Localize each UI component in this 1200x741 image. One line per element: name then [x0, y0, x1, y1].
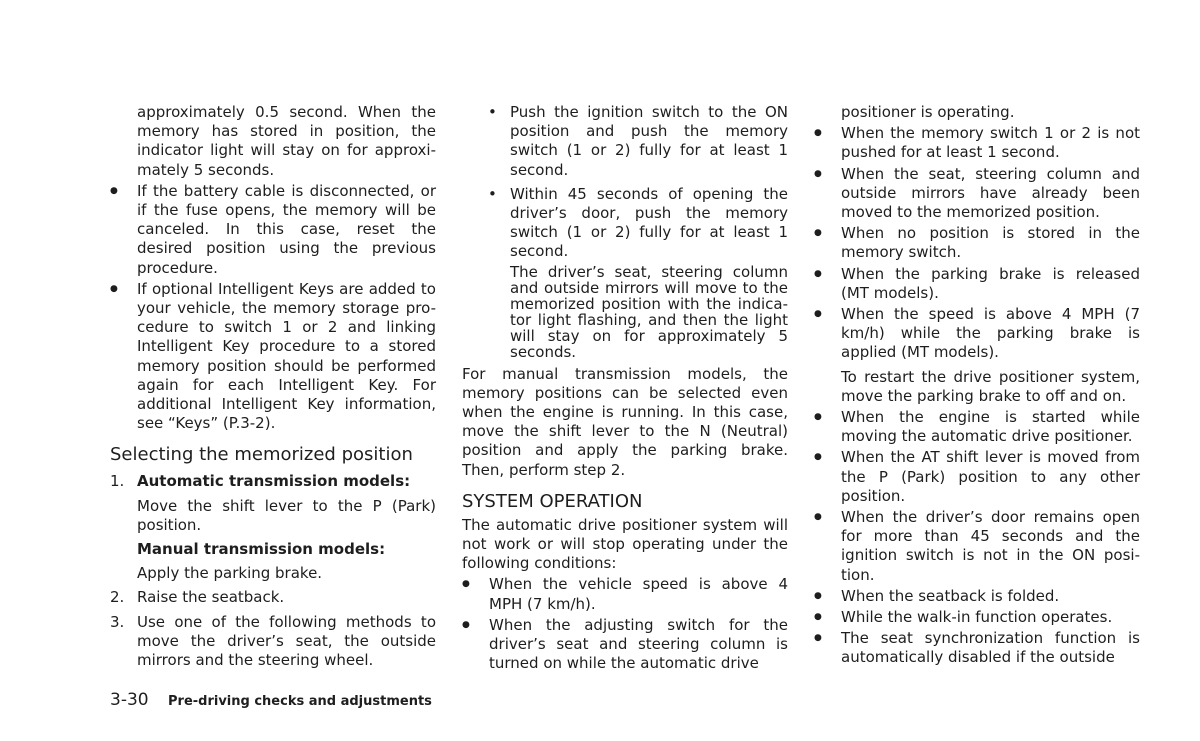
bullet-item: ● When the AT shift lever is moved from the P (Park) position to any other position.	[814, 448, 1140, 506]
column-1	[110, 103, 436, 670]
bullet-item: ● When the speed is above 4 MPH (7 km/h) while the parking brake is applied (MT models).	[814, 305, 1140, 363]
step-text: Move the shift lever to the P (Park) position.	[137, 496, 436, 534]
column-2	[462, 103, 788, 673]
section-heading: SYSTEM OPERATION	[462, 490, 643, 512]
bullet-item: ● When the driver’s door remains open for more than 45 seconds and the ignition switch is not in the ON posi-tion.	[814, 508, 1140, 585]
sub-paragraph: The driver’s seat, steering column and outside mirrors will move to the memorized position with the indica-tor light flashing, and then the light will stay on for approximately 5 seconds.	[510, 262, 788, 361]
column-3	[814, 103, 1140, 668]
bullet-item: ● When the adjusting switch for the driver’s seat and steering column is turned on while the automatic drive	[462, 616, 788, 674]
bullet-item: ● While the walk-in function operates.	[814, 608, 1140, 627]
bullet-item: ● If optional Intelligent Keys are added to your vehicle, the memory storage pro-cedure to switch 1 or 2 and linking Intelligent Key procedure to a stored memory position should be performed again for each Intelligent Key. For additional Intelligent Key information, see “Keys” (P.3-2).	[110, 280, 436, 434]
bullet-item: ● When the seat, steering column and outside mirrors have already been moved to the memorized position.	[814, 165, 1140, 223]
step-number: 3.	[110, 612, 125, 631]
bullet-item: ● If the battery cable is disconnected, or if the fuse opens, the memory will be canceled. In this case, reset the desired position using the previous procedure.	[110, 182, 436, 278]
step-number: 2.	[110, 588, 125, 607]
bullet-note: To restart the drive positioner system, move the parking brake to off and on.	[841, 367, 1140, 405]
section-heading: Selecting the memorized position	[110, 444, 413, 466]
paragraph: positioner is operating.	[841, 103, 1015, 121]
sub-bullet-item: • Within 45 seconds of opening the driver’s door, push the memory switch (1 or 2) fully for at least 1 second.	[462, 185, 788, 262]
step-subheading: Manual transmission models:	[137, 540, 386, 559]
paragraph: For manual transmission models, the memory positions can be selected even when the engine is running. In this case, move the shift lever to the N (Neutral) position and apply the parking brake. Then, perform step 2.	[462, 364, 788, 479]
step-number: 1.	[110, 472, 125, 491]
step-text: Use one of the following methods to move the driver’s seat, the outside mirrors and the steering wheel.	[137, 612, 436, 670]
footer-title: Pre-driving checks and adjustments	[168, 694, 432, 709]
bullet-item: ● When the seatback is folded.	[814, 587, 1140, 606]
step-text: Raise the seatback.	[137, 588, 285, 607]
step-3	[110, 613, 436, 671]
bullet-item: ● When the parking brake is released (MT models).	[814, 265, 1140, 303]
step-text: Apply the parking brake.	[137, 564, 323, 583]
step-subheading: Automatic transmission models:	[137, 472, 411, 491]
bullet-item: ● When the memory switch 1 or 2 is not pushed for at least 1 second.	[814, 124, 1140, 162]
bullet-item: ● When the engine is started while moving the automatic drive positioner.	[814, 408, 1140, 446]
paragraph: approximately 0.5 second. When the memory has stored in position, the indicator light will stay on for approxi-mately 5 seconds.	[137, 103, 436, 179]
bullet-item: ● The seat synchronization function is automatically disabled if the outside	[814, 629, 1140, 667]
page-footer	[110, 690, 432, 710]
sub-bullet-item: • Push the ignition switch to the ON position and push the memory switch (1 or 2) fully for at least 1 second.	[462, 103, 788, 180]
step-2	[110, 588, 436, 607]
step-1	[110, 472, 436, 583]
bullet-item: ● When the vehicle speed is above 4 MPH (7 km/h).	[462, 575, 788, 613]
bullet-item: ● When no position is stored in the memory switch.	[814, 224, 1140, 262]
paragraph: The automatic drive positioner system will not work or will stop operating under the following conditions:	[462, 515, 788, 573]
page-number: 3-30	[110, 690, 149, 710]
